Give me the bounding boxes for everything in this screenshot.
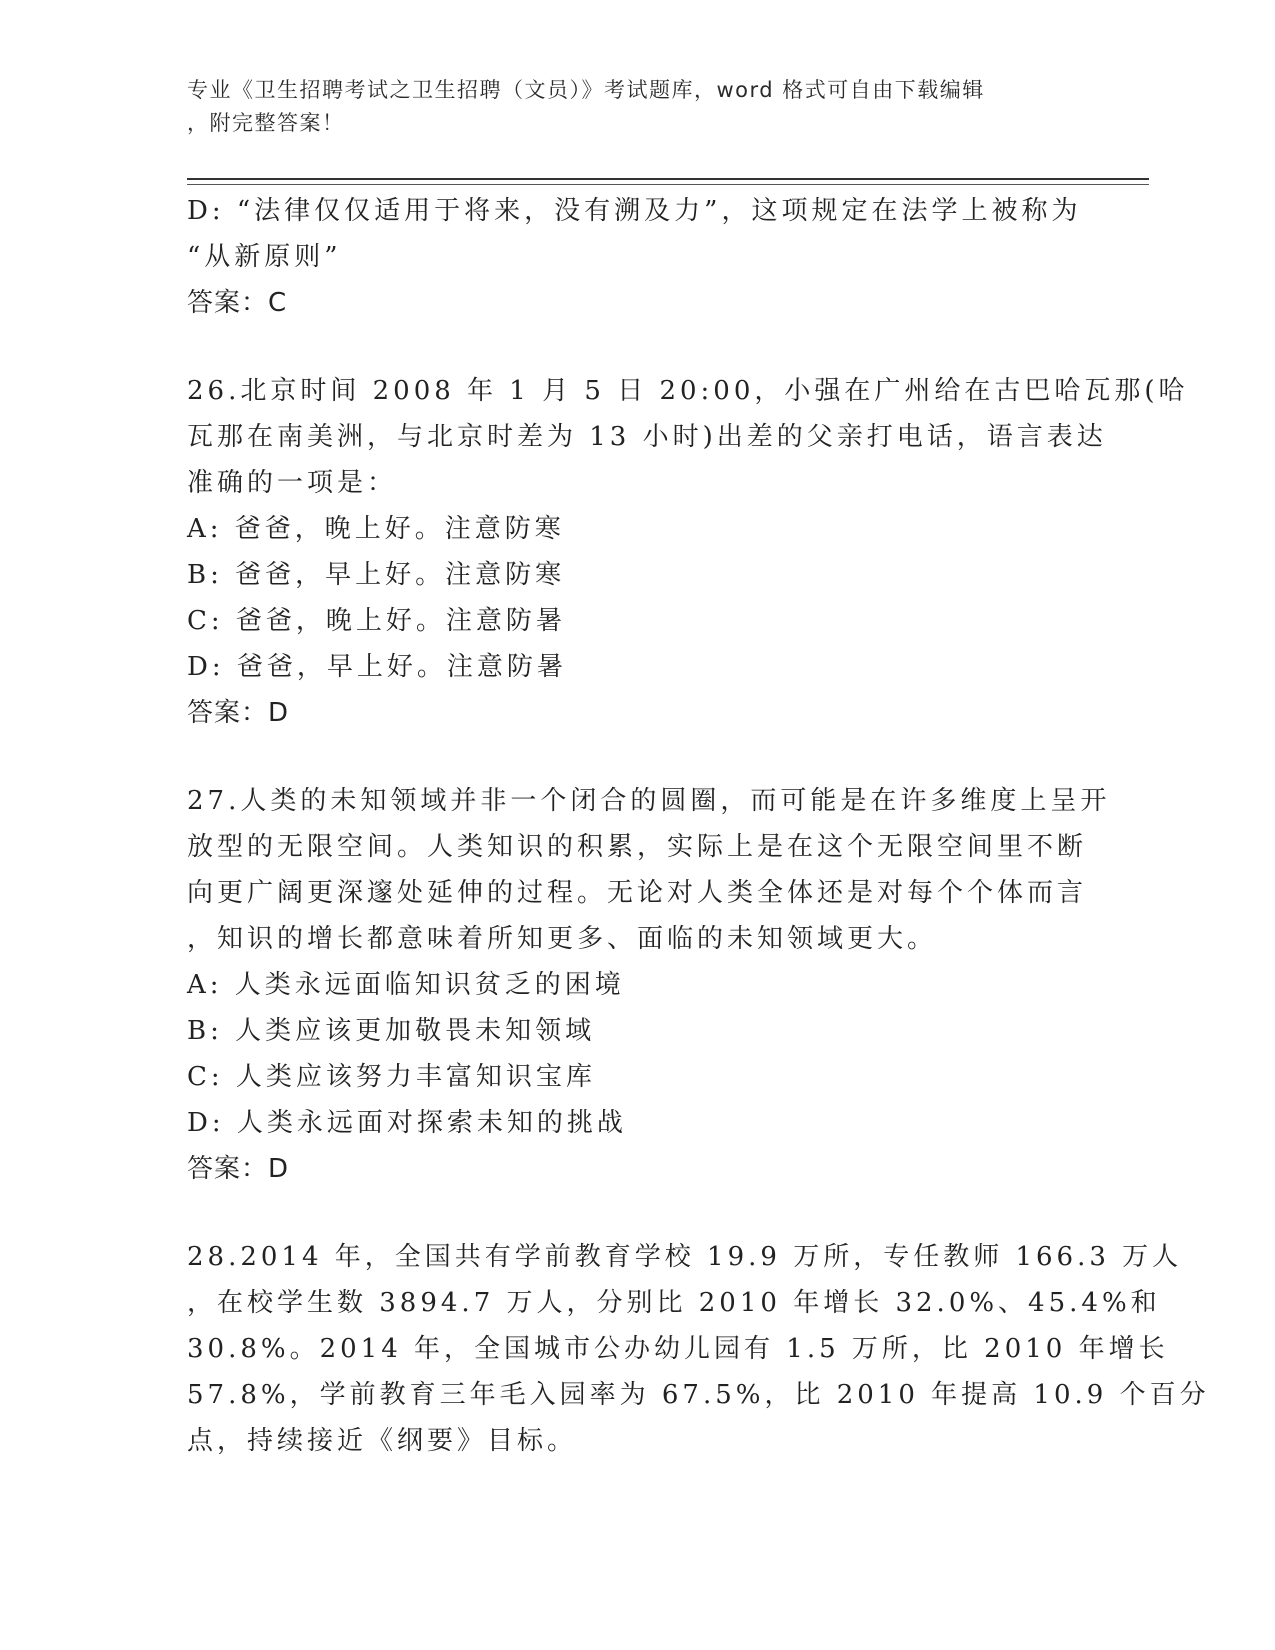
question-25-continued: [187, 188, 1082, 326]
page-header: [187, 74, 1077, 140]
question-stem-line: 点，持续接近《纲要》目标。: [187, 1426, 578, 1456]
answer-line: 答案：D: [187, 698, 290, 728]
question-stem-line: ，知识的增长都意味着所知更多、面临的未知领域更大。: [187, 924, 938, 954]
answer-line: 答案：C: [187, 288, 288, 318]
option-a: A: 人类永远面临知识贫乏的困境: [187, 970, 625, 1000]
header-rule-thin: [187, 184, 1149, 185]
document-body: [187, 188, 1210, 1464]
option-d-line-2: “从新原则”: [187, 242, 342, 272]
option-a: A: 爸爸，晚上好。注意防寒: [187, 514, 565, 544]
option-c: C: 人类应该努力丰富知识宝库: [187, 1062, 596, 1092]
question-stem-line: 27.人类的未知领域并非一个闭合的圆圈，而可能是在许多维度上呈开: [187, 786, 1111, 816]
question-stem-line: 放型的无限空间。人类知识的积累，实际上是在这个无限空间里不断: [187, 832, 1088, 862]
option-b: B: 爸爸，早上好。注意防寒: [187, 560, 566, 590]
option-d-line-1: D: “法律仅仅适用于将来，没有溯及力”，这项规定在法学上被称为: [187, 196, 1082, 226]
question-stem-line: 28.2014 年，全国共有学前教育学校 19.9 万所，专任教师 166.3 万人: [187, 1242, 1183, 1272]
question-stem-line: 瓦那在南美洲，与北京时差为 13 小时)出差的父亲打电话，语言表达: [187, 422, 1107, 452]
question-26: [187, 368, 1189, 736]
header-line-1: 专业《卫生招聘考试之卫生招聘（文员）》考试题库，word 格式可自由下载编辑: [187, 78, 985, 102]
spacer: [187, 736, 1077, 778]
option-c: C: 爸爸，晚上好。注意防暑: [187, 606, 566, 636]
spacer: [187, 326, 1077, 368]
header-line-2: ，附完整答案！: [187, 111, 345, 135]
question-stem-line: 30.8%。2014 年，全国城市公办幼儿园有 1.5 万所，比 2010 年增长: [187, 1334, 1169, 1364]
option-d: D: 爸爸，早上好。注意防暑: [187, 652, 567, 682]
question-stem-line: ，在校学生数 3894.7 万人，分别比 2010 年增长 32.0%、45.4%和: [187, 1288, 1161, 1318]
option-d: D: 人类永远面对探索未知的挑战: [187, 1108, 627, 1138]
question-28: [187, 1234, 1210, 1464]
answer-line: 答案：D: [187, 1154, 290, 1184]
question-stem-line: 57.8%，学前教育三年毛入园率为 67.5%，比 2010 年提高 10.9 个百分: [187, 1380, 1210, 1410]
question-27: [187, 778, 1111, 1192]
spacer: [187, 1192, 1077, 1234]
question-stem-line: 准确的一项是：: [187, 468, 398, 498]
question-stem-line: 向更广阔更深邃处延伸的过程。无论对人类全体还是对每个个体而言: [187, 878, 1088, 908]
option-b: B: 人类应该更加敬畏未知领域: [187, 1016, 596, 1046]
question-stem-line: 26.北京时间 2008 年 1 月 5 日 20:00，小强在广州给在古巴哈瓦那(哈: [187, 376, 1189, 406]
header-rule-thick: [187, 178, 1149, 180]
